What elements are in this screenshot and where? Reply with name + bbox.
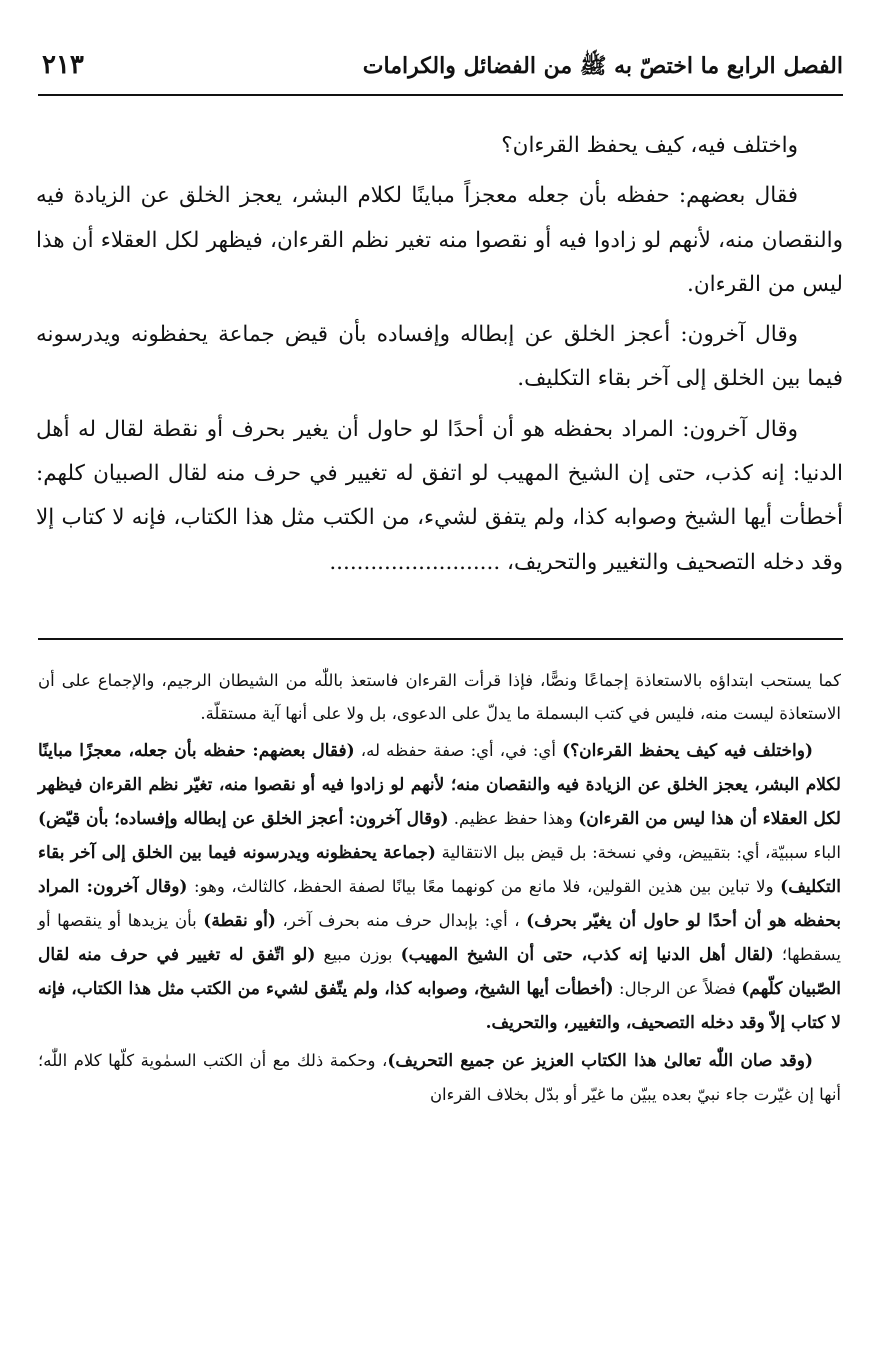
commentary-run: أي: في، أي: صفة حفظه له، (354, 741, 563, 760)
commentary-divider (38, 638, 843, 640)
quoted-matn-text: (واختلف فيه كيف يحفظ القرءان؟) (562, 741, 813, 761)
quoted-matn-text: (وقد صان اللّٰه تعالىٰ هذا الكتاب العزيز عن جميع التحريف) (387, 1051, 813, 1071)
commentary-run: ، وحكمة ذلك مع أن الكتب السمٰوية كلّها كلام اللّٰه؛ أنها إن غيّرت جاء نبيّ بعده يبيّن ما غيّر أو بدّل بخلاف القرءان (38, 1051, 841, 1104)
commentary-run: فضلاً عن الرجال: (613, 979, 742, 998)
quoted-matn-text: (فقال بعضهم: حفظه بأن جعله، معجزًا مباينًا لكلام البشر، يعجز الخلق عن الزيادة فيه والنقصان منه؛ لأنهم لو زادوا فيه أو نقصوا منه، تغيّر نظم القرءان فيظهر لكل العقلاء أن هذا ليس من القرءان) (38, 741, 841, 829)
main-paragraph: وقال آخرون: المراد بحفظه هو أن أحدًا لو حاول أن يغير بحرف أو نقطة لقال له أهل الدنيا: إنه كذب، حتى إن الشيخ المهيب لو اتفق له تغيير في حرف منه لقال الصبيان كلهم: أخطأت أيها الشيخ وصوابه كذا، ولم يتفق لشيء، من الكتب مثل هذا الكتاب، فإنه لا كتاب إلا وقد دخله التصحيف والتغيير والتحريف، ......................... (36, 416, 843, 575)
chapter-title: الفصل الرابع ما اختصّ به ﷺ من الفضائل والكرامات (362, 53, 843, 79)
main-paragraph: واختلف فيه، كيف يحفظ القرءان؟ (501, 133, 798, 158)
page-number: ٢١٣ (42, 50, 84, 80)
commentary-run: الباء سببيّة، أي: بتقييض، وفي نسخة: بل قيض ببل الانتقالية (435, 843, 841, 862)
commentary-run: ولا تباين بين هذين القولين، فلا مانع من كونهما معًا بيانًا لصفة الحفظ، كالثالث، وهو: (187, 877, 781, 896)
main-paragraph: فقال بعضهم: حفظه بأن جعله معجزاً مباينًا لكلام البشر، يعجز الخلق عن الزيادة فيه والنقصان منه، لأنهم لو زادوا فيه أو نقصوا منه تغير نظم القرءان، فيظهر لكل العقلاء أن هذا ليس من القرءان. (36, 183, 843, 297)
main-text (36, 124, 843, 585)
quoted-matn-text: (أو نقطة) (203, 911, 276, 931)
commentary-run: ، أي: بإبدال حرف منه بحرف آخر، (275, 911, 527, 930)
commentary-run: بأن يزيدها أو ينقصها أو يسقطها؛ (38, 911, 841, 964)
commentary-text (38, 664, 841, 1111)
commentary-run: وهذا حفظ عظيم. (448, 809, 579, 828)
quoted-matn-text: (أخطأت أيها الشيخ، وصوابه كذا، ولم يتّفق لشيء من الكتب مثل هذا الكتاب، فإنه لا كتاب إلاّ وقد دخله التصحيف، والتغيير، والتحريف. (38, 979, 841, 1033)
running-header (38, 42, 843, 96)
quoted-matn-text: (وقال آخرون: أعجز الخلق عن إبطاله وإفساده؛ بأن قيّض) (38, 809, 449, 829)
commentary-paragraph: كما يستحب ابتداؤه بالاستعاذة إجماعًا ونصًّا، فإذا قرأت القرءان فاستعذ باللّٰه من الشيطان الرجيم، والإجماع على أن الاستعاذة ليست منه، فليس في كتب البسملة ما يدلّ على الدعوى، بل ولا على أنها آية مستقلّة. (38, 671, 841, 723)
commentary-run: بوزن مبيع (315, 945, 401, 964)
quoted-matn-text: (وقال آخرون: المراد بحفظه هو أن أحدًا لو حاول أن يغيّر بحرف) (38, 877, 841, 931)
quoted-matn-text: (لقال أهل الدنيا إنه كذب، حتى أن الشيخ المهيب) (400, 945, 774, 965)
commentary-paragraph (38, 734, 841, 1040)
commentary-paragraph (38, 1044, 841, 1111)
main-paragraph: وقال آخرون: أعجز الخلق عن إبطاله وإفساده بأن قيض جماعة يحفظونه ويدرسونه فيما بين الخلق إلى آخر بقاء التكليف. (36, 322, 843, 392)
quoted-matn-text: (لو اتّفق له تغيير في حرف منه لقال الصّبيان كلّهم) (38, 945, 841, 999)
quoted-matn-text: (جماعة يحفظونه ويدرسونه فيما بين الخلق إلى آخر بقاء التكليف) (38, 843, 841, 897)
